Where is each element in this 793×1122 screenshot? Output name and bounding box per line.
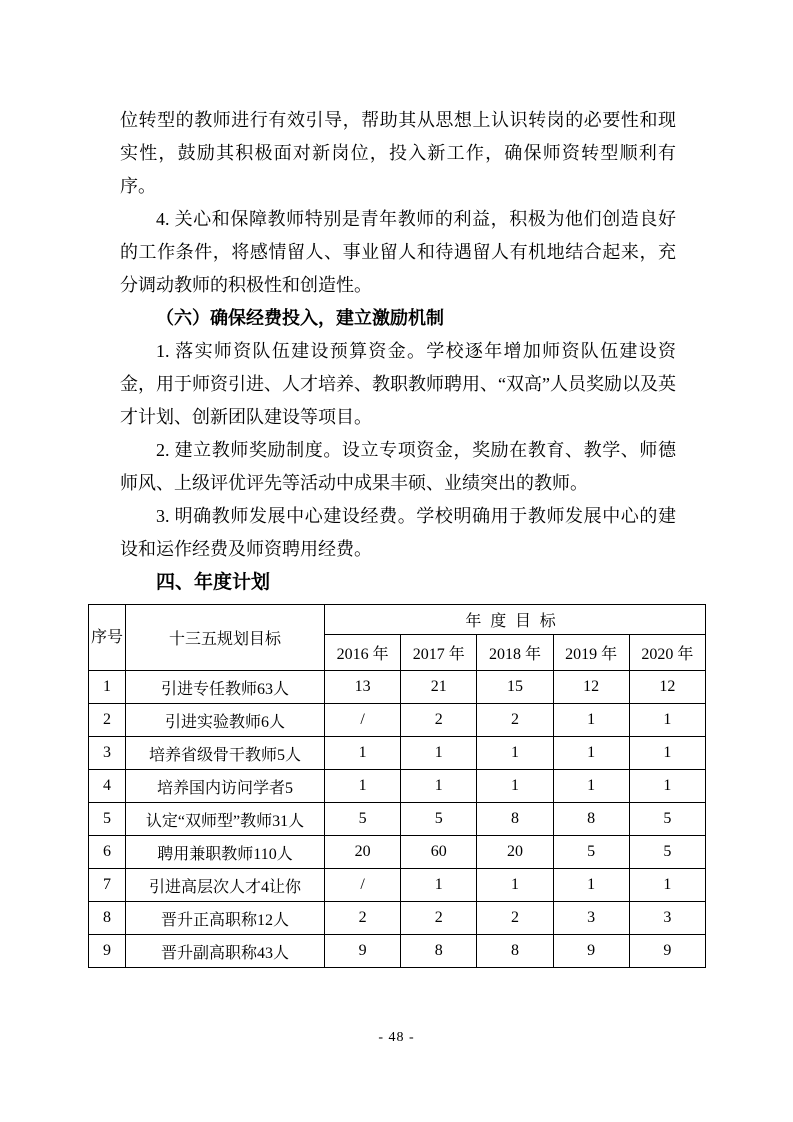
annual-plan-table	[88, 604, 706, 968]
paragraph-item-4: 4. 关心和保障教师特别是青年教师的利益，积极为他们创造良好的工作条件，将感情留人、事业留人和待遇留人有机地结合起来，充分调动教师的积极性和创造性。	[120, 209, 676, 295]
cell-value: 1	[477, 737, 553, 770]
cell-value: 2	[325, 902, 401, 935]
cell-goal: 聘用兼职教师110人	[126, 836, 325, 869]
cell-value: 9	[553, 935, 629, 968]
paragraph-item-3: 3. 明确教师发展中心建设经费。学校明确用于教师发展中心的建设和运作经费及师资聘用经费。	[120, 506, 676, 559]
cell-value: /	[325, 869, 401, 902]
cell-index: 5	[89, 803, 126, 836]
cell-value: 1	[401, 869, 477, 902]
cell-value: 1	[401, 737, 477, 770]
cell-value: 3	[629, 902, 705, 935]
cell-value: 1	[553, 704, 629, 737]
section-heading-6: （六）确保经费投入，建立激励机制	[156, 308, 444, 328]
cell-value: 21	[401, 671, 477, 704]
cell-value: 9	[629, 935, 705, 968]
col-header-year-2017: 2017 年	[401, 635, 477, 671]
cell-value: 20	[477, 836, 553, 869]
cell-value: 1	[553, 869, 629, 902]
cell-goal: 引进高层次人才4让你	[126, 869, 325, 902]
cell-value: 5	[401, 803, 477, 836]
cell-index: 1	[89, 671, 126, 704]
col-header-goal: 十三五规划目标	[126, 605, 325, 671]
table-row	[89, 902, 706, 935]
cell-value: 2	[477, 902, 553, 935]
page-number: - 48 -	[378, 1030, 415, 1045]
table-row	[89, 869, 706, 902]
table-row	[89, 935, 706, 968]
cell-value: 1	[553, 770, 629, 803]
paragraph-continuation: 位转型的教师进行有效引导，帮助其从思想上认识转岗的必要性和现实性，鼓励其积极面对新岗位，投入新工作，确保师资转型顺利有序。	[120, 110, 676, 196]
cell-value: 1	[629, 869, 705, 902]
cell-value: 5	[553, 836, 629, 869]
cell-value: 8	[401, 935, 477, 968]
cell-value: /	[325, 704, 401, 737]
cell-value: 1	[325, 737, 401, 770]
cell-goal: 引进实验教师6人	[126, 704, 325, 737]
col-header-year-2019: 2019 年	[553, 635, 629, 671]
cell-index: 6	[89, 836, 126, 869]
cell-index: 2	[89, 704, 126, 737]
cell-goal: 认定“双师型”教师31人	[126, 803, 325, 836]
cell-index: 4	[89, 770, 126, 803]
cell-value: 1	[629, 770, 705, 803]
cell-value: 1	[401, 770, 477, 803]
cell-value: 5	[325, 803, 401, 836]
col-header-index: 序号	[89, 605, 126, 671]
table-row	[89, 770, 706, 803]
cell-value: 13	[325, 671, 401, 704]
cell-goal: 晋升正高职称12人	[126, 902, 325, 935]
cell-value: 12	[553, 671, 629, 704]
cell-value: 15	[477, 671, 553, 704]
page-content	[88, 104, 708, 968]
cell-value: 1	[629, 704, 705, 737]
cell-goal: 培养国内访问学者5	[126, 770, 325, 803]
cell-value: 60	[401, 836, 477, 869]
cell-index: 8	[89, 902, 126, 935]
cell-value: 3	[553, 902, 629, 935]
cell-value: 1	[629, 737, 705, 770]
cell-value: 1	[553, 737, 629, 770]
cell-index: 9	[89, 935, 126, 968]
cell-goal: 引进专任教师63人	[126, 671, 325, 704]
col-header-year-2020: 2020 年	[629, 635, 705, 671]
cell-value: 9	[325, 935, 401, 968]
cell-value: 1	[477, 770, 553, 803]
col-header-annual-goal: 年度目标	[325, 605, 706, 635]
table-row	[89, 704, 706, 737]
table-row	[89, 836, 706, 869]
table-header-row	[89, 605, 706, 635]
cell-value: 5	[629, 836, 705, 869]
cell-value: 8	[477, 803, 553, 836]
chapter-heading-annual-plan: 四、年度计划	[156, 572, 271, 593]
cell-value: 8	[477, 935, 553, 968]
cell-value: 1	[477, 869, 553, 902]
cell-value: 2	[401, 704, 477, 737]
col-header-year-2018: 2018 年	[477, 635, 553, 671]
table-row	[89, 803, 706, 836]
paragraph-item-1: 1. 落实师资队伍建设预算资金。学校逐年增加师资队伍建设资金，用于师资引进、人才培养、教职教师聘用、“双高”人员奖励以及英才计划、创新团队建设等项目。	[120, 341, 676, 427]
cell-index: 3	[89, 737, 126, 770]
cell-value: 20	[325, 836, 401, 869]
paragraph-item-2: 2. 建立教师奖励制度。设立专项资金，奖励在教育、教学、师德师风、上级评优评先等活动中成果丰硕、业绩突出的教师。	[120, 440, 676, 493]
table-row	[89, 737, 706, 770]
table-row	[89, 671, 706, 704]
cell-value: 2	[401, 902, 477, 935]
cell-value: 2	[477, 704, 553, 737]
cell-value: 1	[325, 770, 401, 803]
cell-value: 12	[629, 671, 705, 704]
col-header-year-2016: 2016 年	[325, 635, 401, 671]
cell-goal: 培养省级骨干教师5人	[126, 737, 325, 770]
cell-value: 5	[629, 803, 705, 836]
cell-value: 8	[553, 803, 629, 836]
cell-index: 7	[89, 869, 126, 902]
cell-goal: 晋升副高职称43人	[126, 935, 325, 968]
